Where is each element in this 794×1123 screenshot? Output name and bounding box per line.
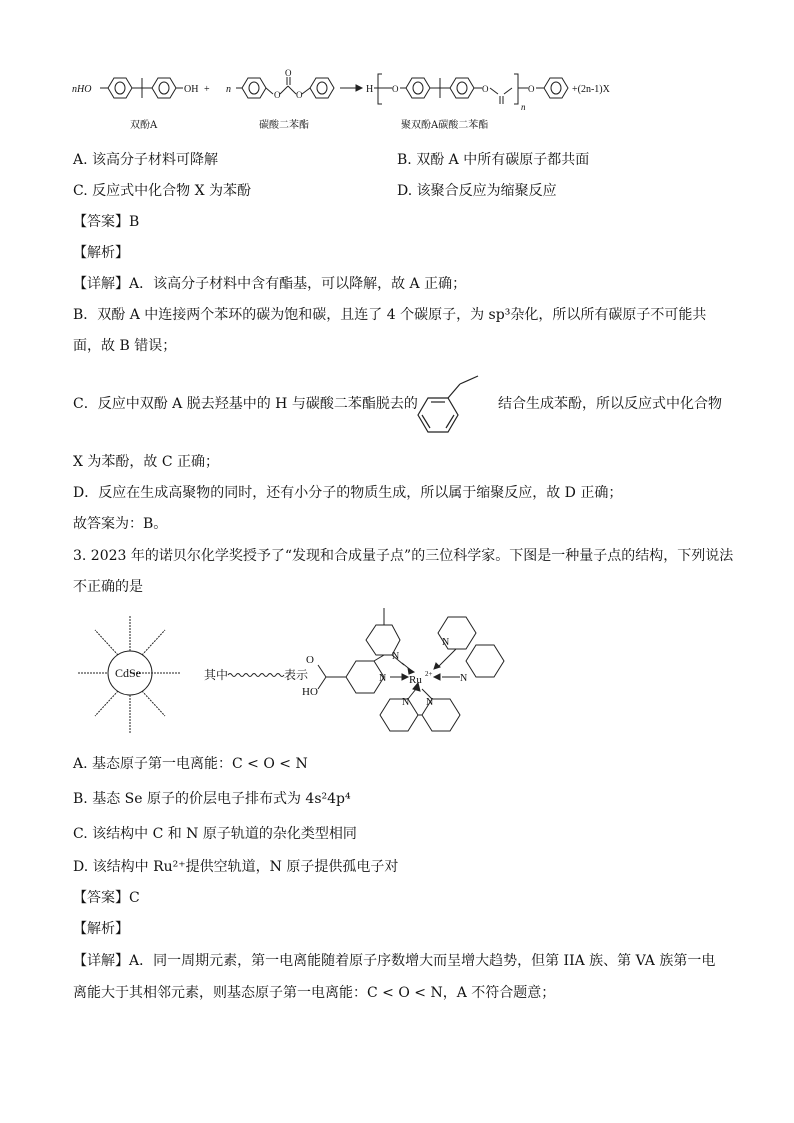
q2-conclusion: 故答案为：B。 xyxy=(73,516,168,532)
ester-o-right: O xyxy=(296,90,303,100)
pyridine-n-2: N xyxy=(392,651,400,662)
pyridine-n-4: N xyxy=(460,673,468,684)
ru-center: Ru xyxy=(409,674,422,686)
q2-option-c: C. 反应式中化合物 X 为苯酚 xyxy=(73,183,251,199)
q3-option-c: C. 该结构中 C 和 N 原子轨道的杂化类型相同 xyxy=(73,826,357,842)
oh-label: OH xyxy=(184,84,199,95)
q2-detail-c-post: 结合生成苯酚，所以反应式中化合物 xyxy=(498,396,722,412)
q2-detail-c-line2: X 为苯酚，故 C 正确； xyxy=(73,454,220,470)
caption-diphenyl-carbonate: 碳酸二苯酯 xyxy=(259,120,309,131)
plus-sign: + xyxy=(204,84,210,95)
carboxyl-o: O xyxy=(306,654,314,666)
pyridine-n-5: N xyxy=(402,697,410,708)
q3-detail-a-line1: 【详解】A．同一周期元素，第一电离能随着原子序数增大而呈增大趋势，但第 IIA 族、第 VA 族第一电 xyxy=(73,953,716,969)
pyridine-n-3: N xyxy=(442,637,450,648)
phenoxy-structure xyxy=(408,370,498,440)
q2-detail-a: 【详解】A．该高分子材料中含有酯基，可以降解，故 A 正确； xyxy=(73,276,467,292)
q3-option-a: A. 基态原子第一电离能：C < O < N xyxy=(73,756,308,772)
polymer-o-3: O xyxy=(528,84,535,94)
q2-analysis-heading: 【解析】 xyxy=(73,245,129,261)
n-coefficient: n xyxy=(226,84,231,95)
q2-option-a: A. 该高分子材料可降解 xyxy=(73,152,219,168)
caption-polymer: 聚双酚A碳酸二苯酯 xyxy=(401,120,489,131)
q2-detail-b-line1: B．双酚 A 中连接两个苯环的碳为饱和碳，且连了 4 个碳原子，为 sp³杂化，所以所有碳原子不可能共 xyxy=(73,307,707,323)
q2-option-d: D. 该聚合反应为缩聚反应 xyxy=(397,183,557,199)
q2-detail-c-pre: C．反应中双酚 A 脱去羟基中的 H 与碳酸二苯酯脱去的 xyxy=(73,396,418,412)
q3-answer: 【答案】C xyxy=(73,890,140,906)
q3-option-d: D. 该结构中 Ru²⁺提供空轨道，N 原子提供孤电子对 xyxy=(73,859,399,875)
q2-detail-b-line2: 面，故 B 错误； xyxy=(73,338,177,354)
q2-answer: 【答案】B xyxy=(73,214,140,230)
q3-option-b: B. 基态 Se 原子的价层电子排布式为 4s²4p⁴ xyxy=(73,791,351,807)
q3-stem-line1: 3. 2023 年的诺贝尔化学奖授予了“发现和合成量子点”的三位科学家。下图是一种量子点的结构，下列说法 xyxy=(73,548,734,564)
quantum-dot-structure-figure xyxy=(70,605,510,745)
carbonyl-o: O xyxy=(285,68,292,78)
legend-text-post: 表示 xyxy=(284,668,309,682)
cdse-core-label: CdSe xyxy=(115,666,142,680)
caption-bisphenol-a: 双酚A xyxy=(130,120,158,131)
q3-detail-a-line2: 离能大于其相邻元素，则基态原子第一电离能：C < O < N，A 不符合题意； xyxy=(73,985,556,1001)
ester-o-left: O xyxy=(274,90,281,100)
legend-text-pre: 其中 xyxy=(204,668,229,682)
polymer-o-1: O xyxy=(392,84,399,94)
polycarbonate-reaction-scheme xyxy=(70,66,630,116)
repeat-n: n xyxy=(521,102,526,112)
q3-analysis-heading: 【解析】 xyxy=(73,921,129,937)
byproduct-label: +(2n-1)X xyxy=(572,84,610,95)
pyridine-n-1: N xyxy=(379,673,387,684)
q2-option-b: B. 双酚 A 中所有碳原子都共面 xyxy=(397,152,590,168)
h-endgroup: H xyxy=(366,84,374,95)
pyridine-n-6: N xyxy=(426,697,434,708)
carboxyl-ho: HO xyxy=(302,686,318,698)
ru-charge: 2+ xyxy=(425,670,433,678)
polymer-o-2: O xyxy=(482,84,489,94)
q2-detail-d: D．反应在生成高聚物的同时，还有小分子的物质生成，所以属于缩聚反应，故 D 正确； xyxy=(73,485,623,501)
q3-stem-line2: 不正确的是 xyxy=(73,579,143,595)
nho-label: nHO xyxy=(72,84,92,95)
